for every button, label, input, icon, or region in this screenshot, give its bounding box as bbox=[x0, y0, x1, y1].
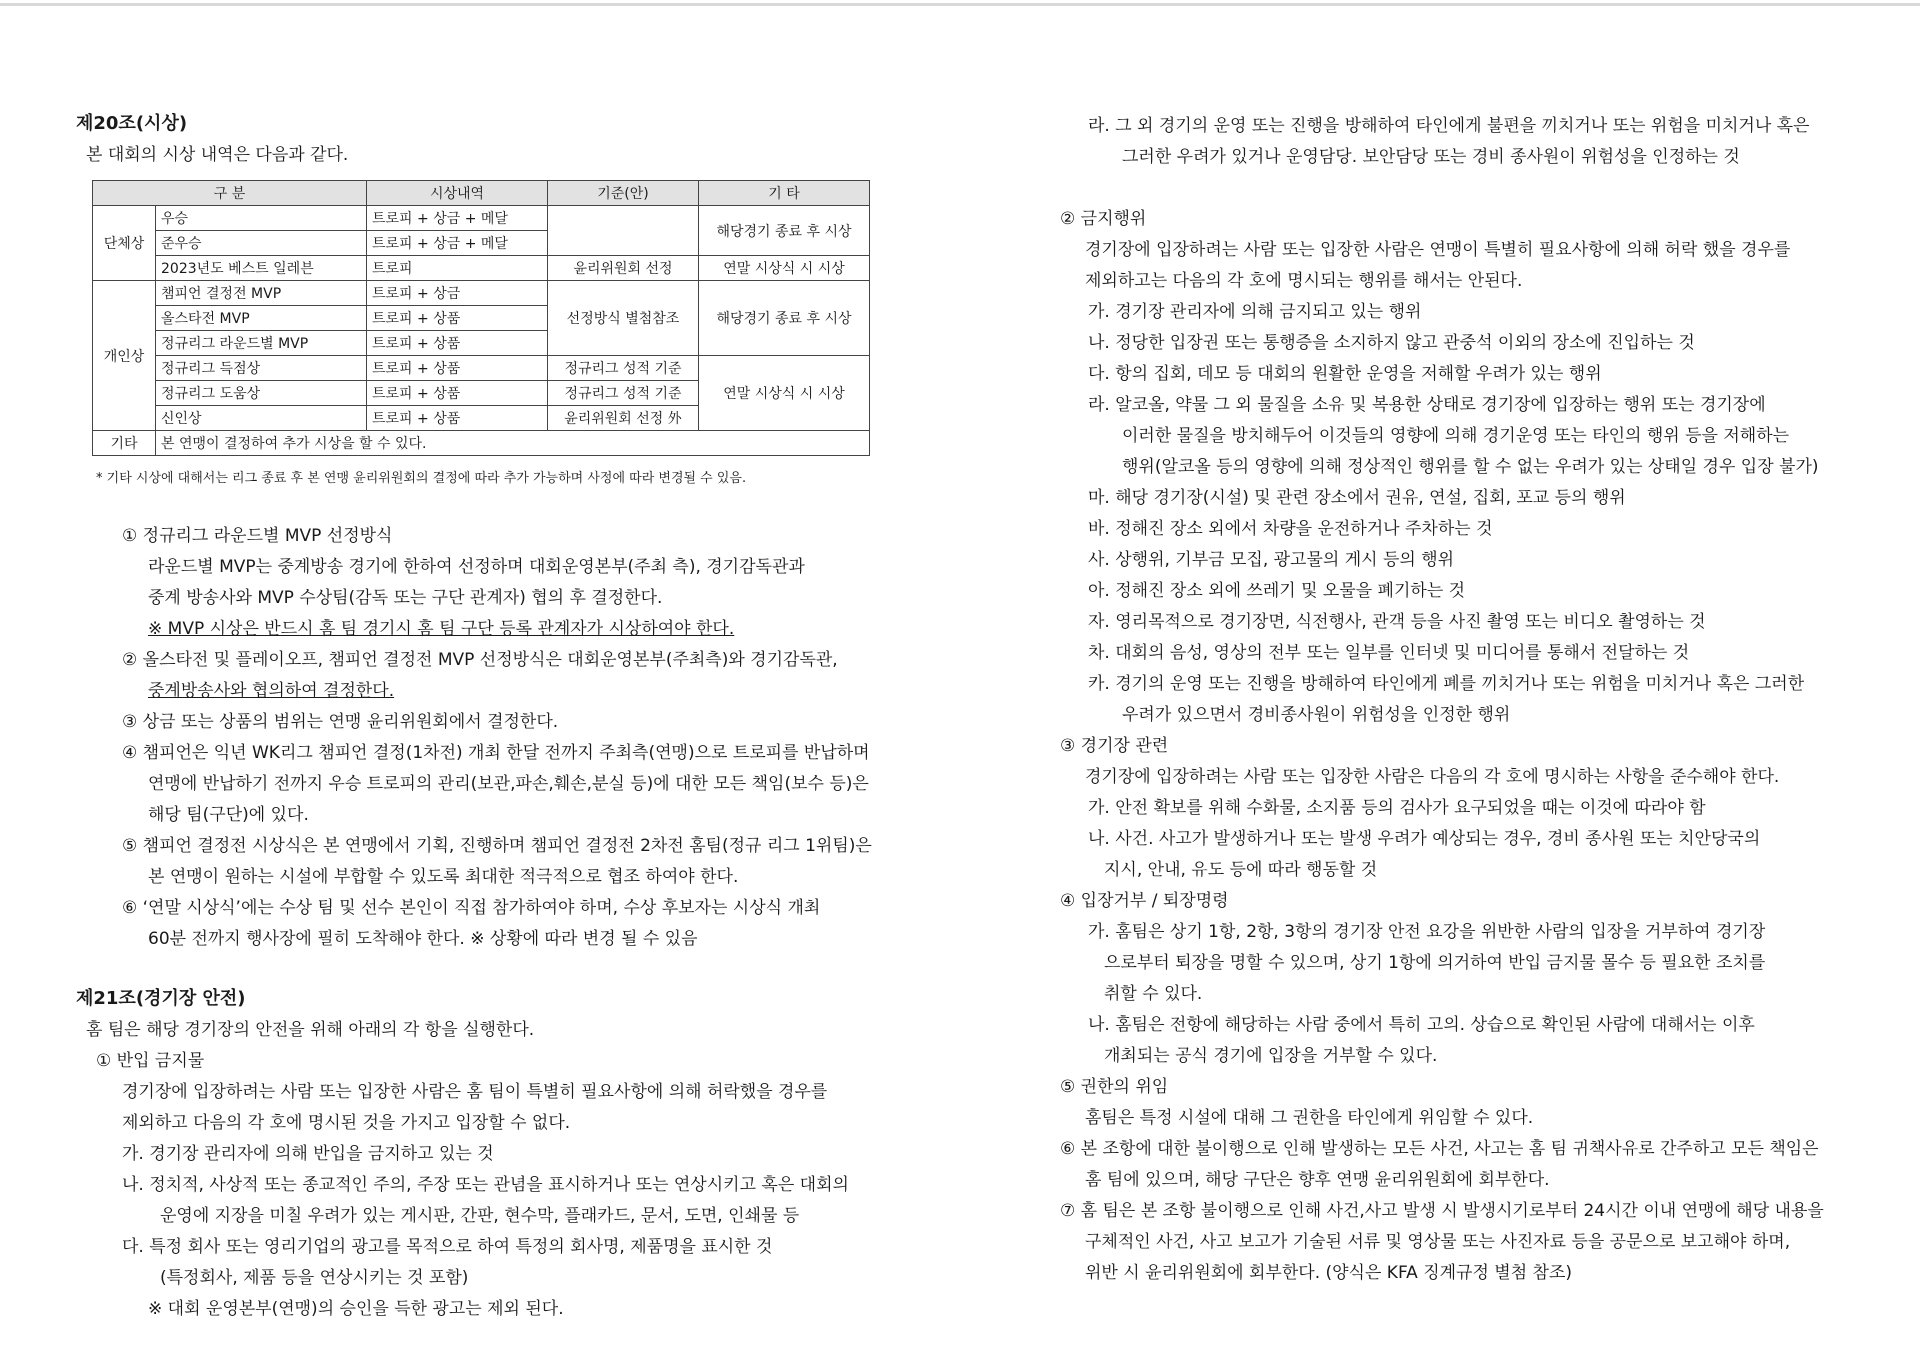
award-name: 준우승 bbox=[156, 231, 367, 256]
table-row bbox=[93, 206, 870, 231]
clause-line: ① 정규리그 라운드별 MVP 선정방식 bbox=[122, 526, 393, 546]
clause-line: ※ 대회 운영본부(연맹)의 승인을 득한 광고는 제외 된다. bbox=[148, 1299, 564, 1319]
clause-line: 나. 사건. 사고가 발생하거나 또는 발생 우려가 예상되는 경우, 경비 종사원 또는 치안당국의 bbox=[1088, 829, 1761, 849]
clause-line: 아. 정해진 장소 외에 쓰레기 및 오물을 폐기하는 것 bbox=[1088, 581, 1466, 601]
clause-line: 경기장에 입장하려는 사람 또는 입장한 사람은 홈 팀이 특별히 필요사항에 의해 허락했을 경우를 bbox=[122, 1082, 828, 1102]
header-category: 구 분 bbox=[93, 181, 367, 206]
clause-line: 홈 팀에 있으며, 해당 구단은 향후 연맹 윤리위원회에 회부한다. bbox=[1085, 1170, 1550, 1190]
etc-text: 본 연맹이 결정하여 추가 시상을 할 수 있다. bbox=[156, 431, 870, 456]
award-other: 연말 시상식 시 시상 bbox=[699, 256, 870, 281]
clause-line: 60분 전까지 행사장에 필히 도착해야 한다. ※ 상황에 따라 변경 될 수 있음 bbox=[148, 929, 698, 949]
clause-line: 제외하고 다음의 각 호에 명시된 것을 가지고 입장할 수 없다. bbox=[122, 1113, 571, 1133]
award-name: 챔피언 결정전 MVP bbox=[156, 281, 367, 306]
award-name: 정규리그 도움상 bbox=[156, 381, 367, 406]
clause-line: ④ 입장거부 / 퇴장명령 bbox=[1060, 891, 1229, 911]
award-detail: 트로피 + 상품 bbox=[367, 356, 548, 381]
award-criteria: 선정방식 별첨참조 bbox=[548, 281, 699, 356]
clause-line: 해당 팀(구단)에 있다. bbox=[148, 805, 309, 825]
clause-line: 라. 알코올, 약물 그 외 물질을 소유 및 복용한 상태로 경기장에 입장하는 행위 또는 경기장에 bbox=[1088, 395, 1766, 415]
award-detail: 트로피 + 상품 bbox=[367, 306, 548, 331]
award-name: 신인상 bbox=[156, 406, 367, 431]
award-name: 정규리그 라운드별 MVP bbox=[156, 331, 367, 356]
award-name: 정규리그 득점상 bbox=[156, 356, 367, 381]
clause-line: 나. 정치적, 사상적 또는 종교적인 주의, 주장 또는 관념을 표시하거나 또는 연상시키고 혹은 대회의 bbox=[122, 1175, 849, 1195]
table-row bbox=[93, 281, 870, 306]
article-20-title: 제20조(시상) bbox=[76, 113, 188, 134]
page-top-border bbox=[0, 3, 1920, 6]
award-detail: 트로피 bbox=[367, 256, 548, 281]
clause-line: 나. 홈팀은 전항에 해당하는 사람 중에서 특히 고의. 상습으로 확인된 사람에 대해서는 이후 bbox=[1088, 1015, 1755, 1035]
clause-line: 운영에 지장을 미칠 우려가 있는 게시판, 간판, 현수막, 플래카드, 문서, 도면, 인쇄물 등 bbox=[160, 1206, 800, 1226]
group-team: 단체상 bbox=[93, 206, 156, 281]
table-footnote: * 기타 시상에 대해서는 리그 종료 후 본 연맹 윤리위원회의 결정에 따라 추가 가능하며 사정에 따라 변경될 수 있음. bbox=[96, 471, 747, 486]
award-name: 2023년도 베스트 일레븐 bbox=[156, 256, 367, 281]
table-row bbox=[93, 431, 870, 456]
clause-line: 으로부터 퇴장을 명할 수 있으며, 상기 1항에 의거하여 반입 금지물 몰수 등 필요한 조치를 bbox=[1104, 953, 1766, 973]
award-detail: 트로피 + 상금 + 메달 bbox=[367, 206, 548, 231]
award-other: 해당경기 종료 후 시상 bbox=[699, 206, 870, 256]
clause-line: (특정회사, 제품 등을 연상시키는 것 포함) bbox=[160, 1268, 469, 1288]
clause-line: 제외하고는 다음의 각 호에 명시되는 행위를 해서는 안된다. bbox=[1085, 271, 1523, 291]
award-other: 해당경기 종료 후 시상 bbox=[699, 281, 870, 356]
clause-line: 그러한 우려가 있거나 운영담당. 보안담당 또는 경비 종사원이 위험성을 인정하는 것 bbox=[1122, 147, 1740, 167]
award-name: 올스타전 MVP bbox=[156, 306, 367, 331]
clause-line: 마. 해당 경기장(시설) 및 관련 장소에서 권유, 연설, 집회, 포교 등의 행위 bbox=[1088, 488, 1626, 508]
clause-line: 위반 시 윤리위원회에 회부한다. (양식은 KFA 징계규정 별첨 참조) bbox=[1085, 1263, 1573, 1283]
clause-line: 나. 정당한 입장권 또는 통행증을 소지하지 않고 관중석 이외의 장소에 진입하는 것 bbox=[1088, 333, 1695, 353]
clause-line: ② 금지행위 bbox=[1060, 209, 1147, 229]
award-criteria: 정규리그 성적 기준 bbox=[548, 356, 699, 381]
clause-line: 라운드별 MVP는 중계방송 경기에 한하여 선정하며 대회운영본부(주최 측), 경기감독관과 bbox=[148, 557, 805, 577]
clause-line: 경기장에 입장하려는 사람 또는 입장한 사람은 연맹이 특별히 필요사항에 의해 허락 했을 경우를 bbox=[1085, 240, 1791, 260]
clause-line: 본 연맹이 원하는 시설에 부합할 수 있도록 최대한 적극적으로 협조 하여야 한다. bbox=[148, 867, 739, 887]
clause-line: ⑤ 권한의 위임 bbox=[1060, 1077, 1169, 1097]
clause-line: 행위(알코올 등의 영향에 의해 정상적인 행위를 할 수 없는 우려가 있는 상태일 경우 입장 불가) bbox=[1122, 457, 1819, 477]
clause-line: 자. 영리목적으로 경기장면, 식전행사, 관객 등을 사진 촬영 또는 비디오 촬영하는 것 bbox=[1088, 612, 1706, 632]
award-detail: 트로피 + 상품 bbox=[367, 381, 548, 406]
clause-line: 사. 상행위, 기부금 모집, 광고물의 게시 등의 행위 bbox=[1088, 550, 1455, 570]
clause-line: 중계 방송사와 MVP 수상팀(감독 또는 구단 관계자) 협의 후 결정한다. bbox=[148, 588, 663, 608]
clause-line: ② 올스타전 및 플레이오프, 챔피언 결정전 MVP 선정방식은 대회운영본부(주최측)와 경기감독관, bbox=[122, 650, 838, 670]
clause-line: ③ 상금 또는 상품의 범위는 연맹 윤리위원회에서 결정한다. bbox=[122, 712, 559, 732]
award-detail: 트로피 + 상금 bbox=[367, 281, 548, 306]
clause-line: 우려가 있으면서 경비종사원이 위험성을 인정한 행위 bbox=[1122, 705, 1511, 725]
clause-line: 홈 팀은 해당 경기장의 안전을 위해 아래의 각 항을 실행한다. bbox=[86, 1020, 535, 1040]
clause-line: 다. 특정 회사 또는 영리기업의 광고를 목적으로 하여 특정의 회사명, 제품명을 표시한 것 bbox=[122, 1237, 773, 1257]
clause-line: 경기장에 입장하려는 사람 또는 입장한 사람은 다음의 각 호에 명시하는 사항을 준수해야 한다. bbox=[1085, 767, 1780, 787]
clause-line: ⑤ 챔피언 결정전 시상식은 본 연맹에서 기획, 진행하며 챔피언 결정전 2차전 홈팀(정규 리그 1위팀)은 bbox=[122, 836, 872, 856]
article-21-title: 제21조(경기장 안전) bbox=[76, 988, 246, 1009]
clause-line: ※ MVP 시상은 반드시 홈 팀 경기시 홈 팀 구단 등록 관계자가 시상하여야 한다. bbox=[148, 619, 735, 639]
article-20-intro: 본 대회의 시상 내역은 다음과 같다. bbox=[86, 145, 349, 165]
clause-line: 다. 항의 집회, 데모 등 대회의 원활한 운영을 저해할 우려가 있는 행위 bbox=[1088, 364, 1602, 384]
clause-line: 가. 경기장 관리자에 의해 금지되고 있는 행위 bbox=[1088, 302, 1422, 322]
clause-line: 개최되는 공식 경기에 입장을 거부할 수 있다. bbox=[1104, 1046, 1438, 1066]
group-etc: 기타 bbox=[93, 431, 156, 456]
header-award: 시상내역 bbox=[367, 181, 548, 206]
table-header-row bbox=[93, 181, 870, 206]
clause-line: ④ 챔피언은 익년 WK리그 챔피언 결정(1차전) 개최 한달 전까지 주최측(연맹)으로 트로피를 반납하며 bbox=[122, 743, 870, 763]
award-criteria: 정규리그 성적 기준 bbox=[548, 381, 699, 406]
clause-line: 차. 대회의 음성, 영상의 전부 또는 일부를 인터넷 및 미디어를 통해서 전달하는 것 bbox=[1088, 643, 1690, 663]
award-criteria: 윤리위원회 선정 外 bbox=[548, 406, 699, 431]
clause-line: 구체적인 사건, 사고 보고가 기술된 서류 및 영상물 또는 사진자료 등을 공문으로 보고해야 하며, bbox=[1085, 1232, 1791, 1252]
clause-line: 이러한 물질을 방치해두어 이것들의 영향에 의해 경기운영 또는 타인의 행위 등을 저해하는 bbox=[1122, 426, 1790, 446]
clause-line: ③ 경기장 관련 bbox=[1060, 736, 1169, 756]
clause-line: 가. 안전 확보를 위해 수화물, 소지품 등의 검사가 요구되었을 때는 이것에 따라야 함 bbox=[1088, 798, 1706, 818]
clause-line: 연맹에 반납하기 전까지 우승 트로피의 관리(보관,파손,훼손,분실 등)에 대한 모든 책임(보수 등)은 bbox=[148, 774, 869, 794]
award-other: 연말 시상식 시 시상 bbox=[699, 356, 870, 431]
award-criteria: 윤리위원회 선정 bbox=[548, 256, 699, 281]
group-individual: 개인상 bbox=[93, 281, 156, 431]
clause-line: 취할 수 있다. bbox=[1104, 984, 1203, 1004]
table-row bbox=[93, 356, 870, 381]
clause-line: ⑥ 본 조항에 대한 불이행으로 인해 발생하는 모든 사건, 사고는 홈 팀 귀책사유로 간주하고 모든 책임은 bbox=[1060, 1139, 1819, 1159]
award-criteria bbox=[548, 206, 699, 256]
clause-line: 카. 경기의 운영 또는 진행을 방해하여 타인에게 폐를 끼치거나 또는 위험을 미치거나 혹은 그러한 bbox=[1088, 674, 1805, 694]
clause-line: 라. 그 외 경기의 운영 또는 진행을 방해하여 타인에게 불편을 끼치거나 또는 위험을 미치거나 혹은 bbox=[1088, 116, 1810, 136]
award-detail: 트로피 + 상금 + 메달 bbox=[367, 231, 548, 256]
award-detail: 트로피 + 상품 bbox=[367, 406, 548, 431]
clause-line: ⑦ 홈 팀은 본 조항 불이행으로 인해 사건,사고 발생 시 발생시기로부터 24시간 이내 연맹에 해당 내용을 bbox=[1060, 1201, 1824, 1221]
awards-table bbox=[92, 180, 870, 456]
clause-line: ① 반입 금지물 bbox=[96, 1051, 205, 1071]
clause-line: 가. 경기장 관리자에 의해 반입을 금지하고 있는 것 bbox=[122, 1144, 494, 1164]
clause-line: 바. 정해진 장소 외에서 차량을 운전하거나 주차하는 것 bbox=[1088, 519, 1493, 539]
table-row bbox=[93, 256, 870, 281]
clause-line: 가. 홈팀은 상기 1항, 2항, 3항의 경기장 안전 요강을 위반한 사람의 입장을 거부하여 경기장 bbox=[1088, 922, 1766, 942]
clause-line: 중계방송사와 협의하여 결정한다. bbox=[148, 681, 395, 701]
award-name: 우승 bbox=[156, 206, 367, 231]
award-detail: 트로피 + 상품 bbox=[367, 331, 548, 356]
header-other: 기 타 bbox=[699, 181, 870, 206]
header-criteria: 기준(안) bbox=[548, 181, 699, 206]
clause-line: ⑥ ‘연말 시상식’에는 수상 팀 및 선수 본인이 직접 참가하여야 하며, 수상 후보자는 시상식 개최 bbox=[122, 898, 821, 918]
clause-line: 지시, 안내, 유도 등에 따라 행동할 것 bbox=[1104, 860, 1378, 880]
clause-line: 홈팀은 특정 시설에 대해 그 권한을 타인에게 위임할 수 있다. bbox=[1085, 1108, 1534, 1128]
